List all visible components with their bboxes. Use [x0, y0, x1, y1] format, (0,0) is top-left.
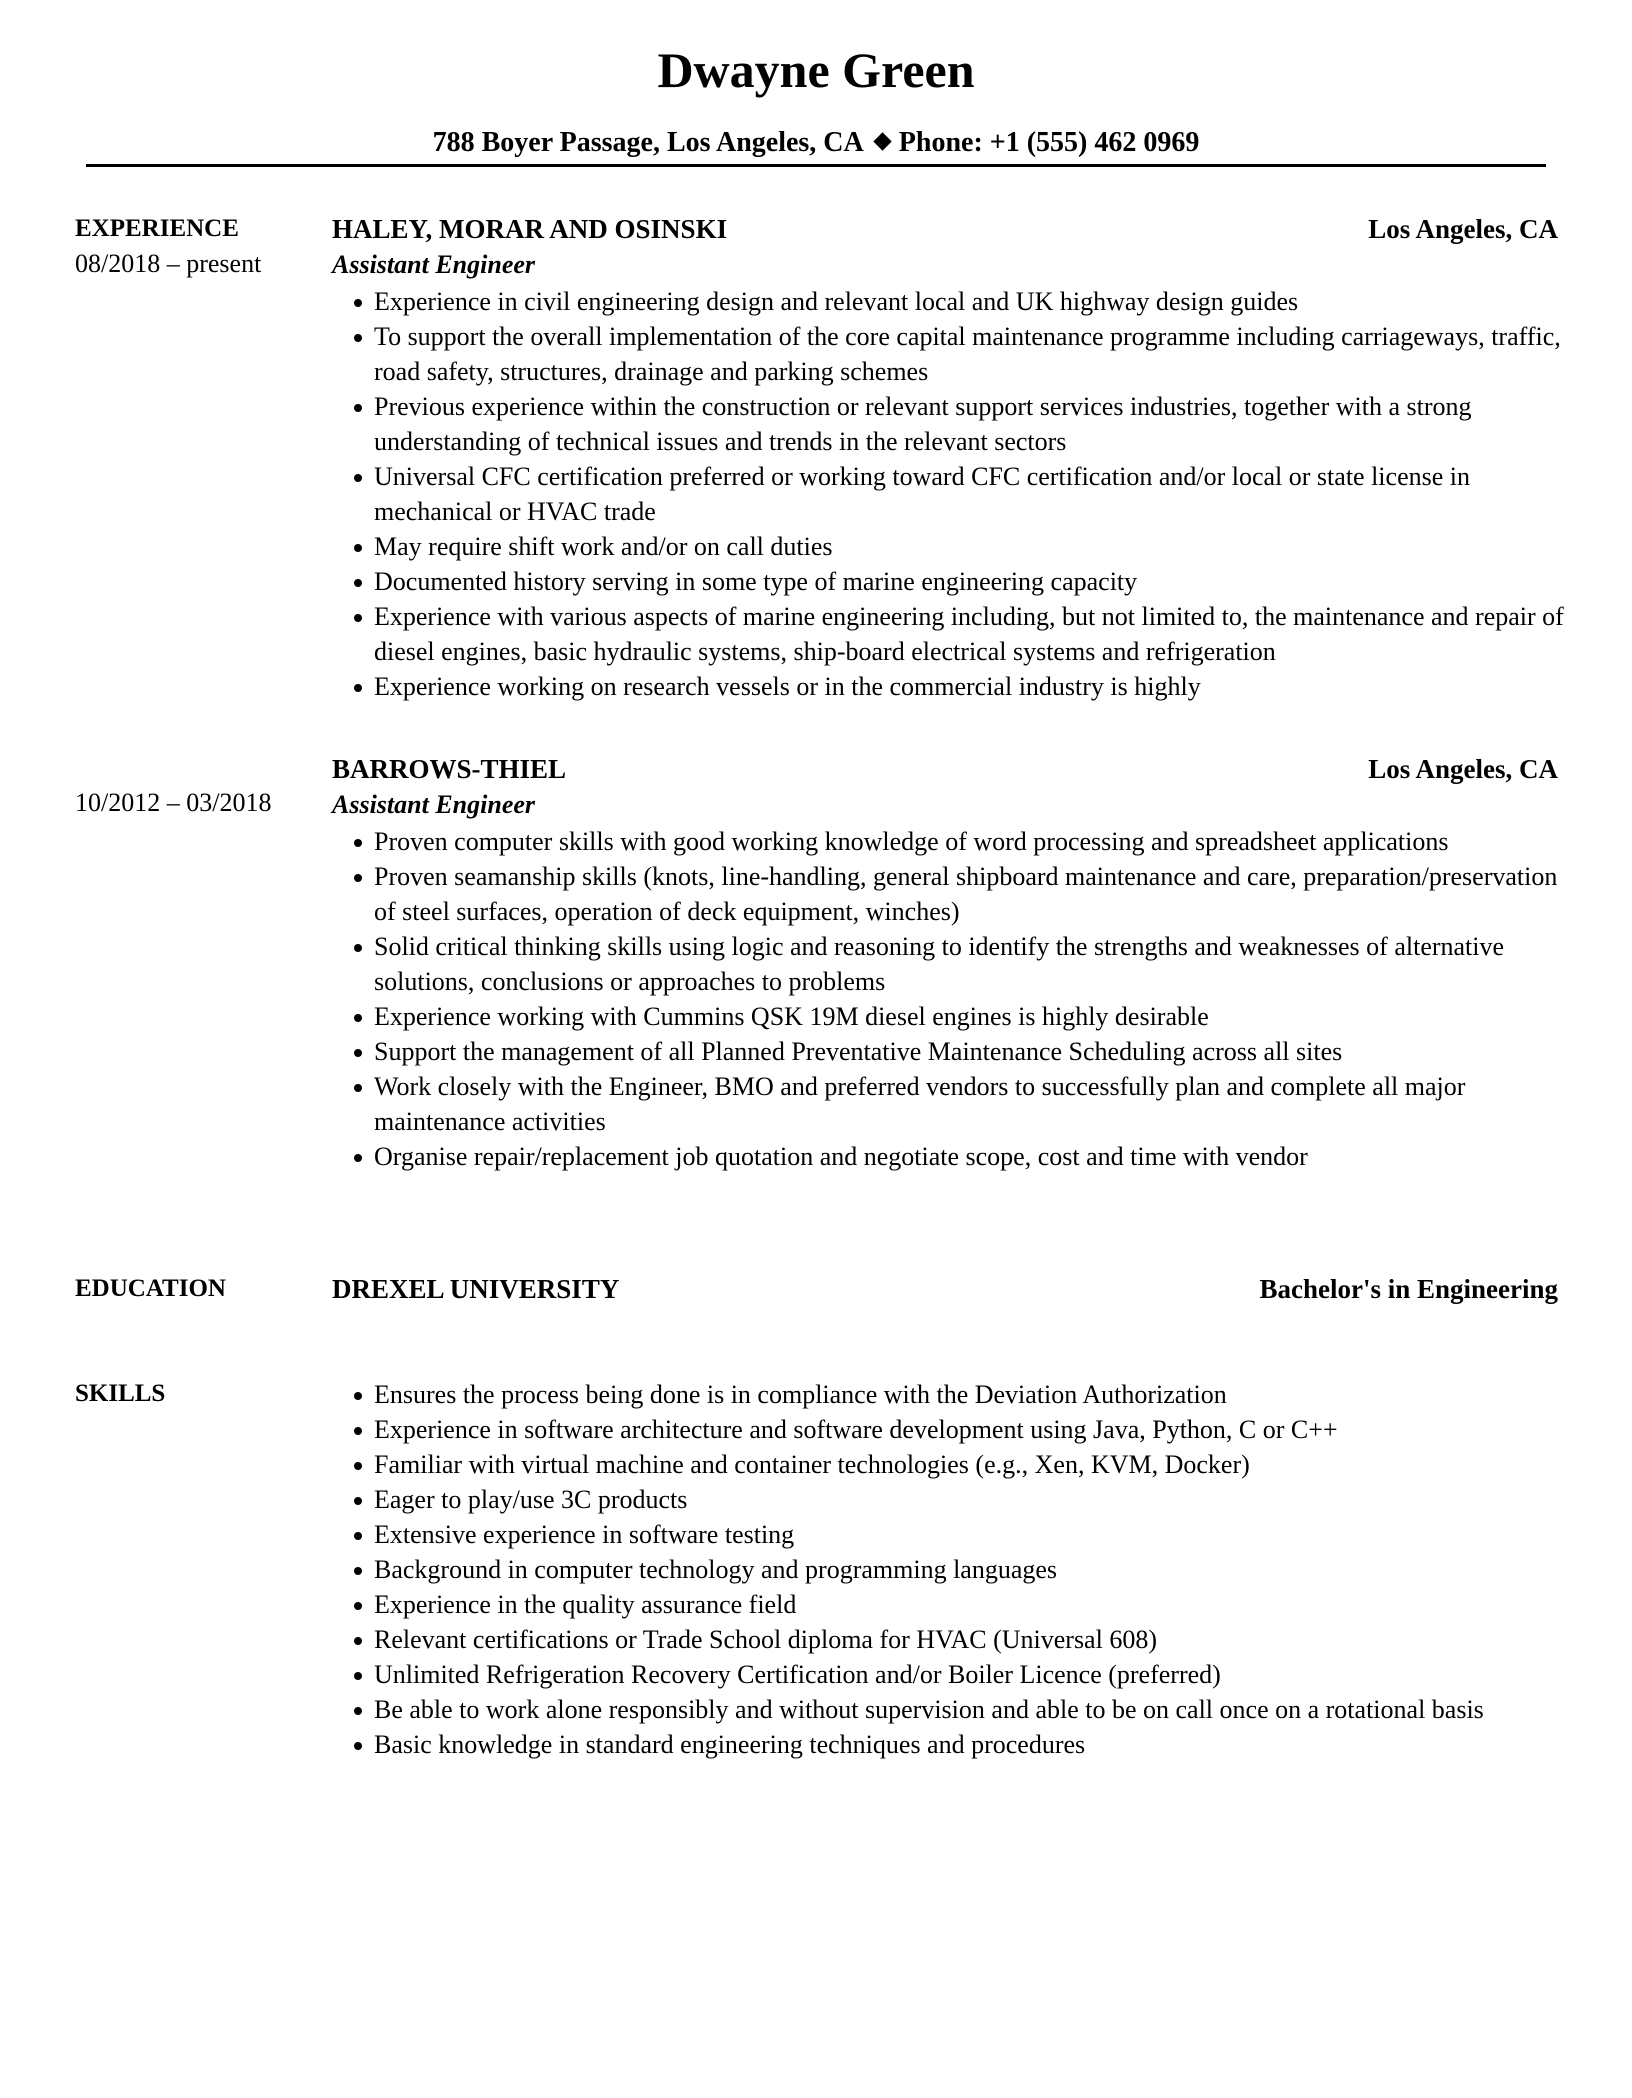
list-item: Organise repair/replacement job quotation and negotiate scope, cost and time with vendor — [374, 1139, 1564, 1174]
header-divider — [86, 164, 1546, 167]
list-item: Experience working on research vessels or in the commercial industry is highly — [374, 669, 1564, 704]
bullet-icon — [354, 404, 362, 412]
list-item: Ensures the process being done is in compliance with the Deviation Authorization — [374, 1377, 1564, 1412]
bullet-icon — [354, 579, 362, 587]
job-1-company: HALEY, MORAR AND OSINSKI — [332, 214, 728, 244]
skills-list — [374, 1377, 1564, 1762]
bullet-icon — [354, 944, 362, 952]
list-item: May require shift work and/or on call duties — [374, 529, 1564, 564]
list-item: Relevant certifications or Trade School diploma for HVAC (Universal 608) — [374, 1622, 1564, 1657]
list-item: Experience in the quality assurance field — [374, 1587, 1564, 1622]
list-item: Be able to work alone responsibly and without supervision and able to be on call once on a rotational basis — [374, 1692, 1564, 1727]
list-item: Documented history serving in some type of marine engineering capacity — [374, 564, 1564, 599]
contact-line — [0, 126, 1632, 160]
job-2-title: Assistant Engineer — [332, 790, 536, 819]
bullet-icon — [354, 544, 362, 552]
list-item: Familiar with virtual machine and container technologies (e.g., Xen, KVM, Docker) — [374, 1447, 1564, 1482]
bullet-icon — [354, 1049, 362, 1057]
bullet-icon — [354, 1742, 362, 1750]
bullet-icon — [354, 684, 362, 692]
bullet-icon — [354, 1497, 362, 1505]
job-2-company: BARROWS-THIEL — [332, 754, 567, 784]
bullet-icon — [354, 1427, 362, 1435]
section-label-experience: EXPERIENCE — [75, 215, 239, 242]
list-item: Proven seamanship skills (knots, line-handling, general shipboard maintenance and care, preparation/preservation of steel surfaces, operation of deck equipment, winches) — [374, 859, 1564, 929]
list-item: Work closely with the Engineer, BMO and preferred vendors to successfully plan and complete all major maintenance activities — [374, 1069, 1564, 1139]
list-item: Support the management of all Planned Preventative Maintenance Scheduling across all sites — [374, 1034, 1564, 1069]
list-item: Basic knowledge in standard engineering techniques and procedures — [374, 1727, 1564, 1762]
list-item: Experience in civil engineering design and relevant local and UK highway design guides — [374, 284, 1564, 319]
bullet-icon — [354, 1707, 362, 1715]
bullet-icon — [354, 334, 362, 342]
list-item: Previous experience within the construction or relevant support services industries, together with a strong understanding of technical issues and trends in the relevant sectors — [374, 389, 1564, 459]
bullet-icon — [354, 1392, 362, 1400]
bullet-icon — [354, 1154, 362, 1162]
job-2-bullets — [374, 824, 1564, 1174]
list-item: Experience with various aspects of marine engineering including, but not limited to, the maintenance and repair of diesel engines, basic hydraulic systems, ship-board electrical systems and refrigeration — [374, 599, 1564, 669]
list-item: Eager to play/use 3C products — [374, 1482, 1564, 1517]
section-label-skills: SKILLS — [75, 1380, 166, 1407]
list-item: Background in computer technology and programming languages — [374, 1552, 1564, 1587]
bullet-icon — [354, 1602, 362, 1610]
bullet-icon — [354, 839, 362, 847]
section-label-education: EDUCATION — [75, 1275, 226, 1302]
bullet-icon — [354, 1672, 362, 1680]
list-item: Solid critical thinking skills using logic and reasoning to identify the strengths and weaknesses of alternative solutions, conclusions or approaches to problems — [374, 929, 1564, 999]
bullet-icon — [354, 1462, 362, 1470]
education-school: DREXEL UNIVERSITY — [332, 1274, 620, 1304]
job-1-bullets — [374, 284, 1564, 704]
list-item: Extensive experience in software testing — [374, 1517, 1564, 1552]
bullet-icon — [354, 614, 362, 622]
job-2-dates: 10/2012 – 03/2018 — [75, 788, 272, 817]
bullet-icon — [354, 1567, 362, 1575]
list-item: Experience in software architecture and software development using Java, Python, C or C++ — [374, 1412, 1564, 1447]
list-item: Experience working with Cummins QSK 19M diesel engines is highly desirable — [374, 999, 1564, 1034]
job-1-title: Assistant Engineer — [332, 250, 536, 279]
job-2-location: Los Angeles, CA — [1368, 754, 1558, 784]
list-item: To support the overall implementation of the core capital maintenance programme including carriageways, traffic, road safety, structures, drainage and parking schemes — [374, 319, 1564, 389]
address: 788 Boyer Passage, Los Angeles, CA — [432, 127, 864, 158]
list-item: Unlimited Refrigeration Recovery Certification and/or Boiler Licence (preferred) — [374, 1657, 1564, 1692]
list-item: Proven computer skills with good working knowledge of word processing and spreadsheet applications — [374, 824, 1564, 859]
bullet-icon — [354, 874, 362, 882]
bullet-icon — [354, 1532, 362, 1540]
bullet-icon — [354, 299, 362, 307]
phone: Phone: +1 (555) 462 0969 — [898, 127, 1200, 158]
bullet-icon — [354, 1084, 362, 1092]
education-degree: Bachelor's in Engineering — [1259, 1274, 1558, 1304]
bullet-icon — [354, 474, 362, 482]
bullet-icon — [354, 1637, 362, 1645]
job-1-dates: 08/2018 – present — [75, 249, 262, 278]
job-1-location: Los Angeles, CA — [1368, 214, 1558, 244]
bullet-icon — [354, 1014, 362, 1022]
candidate-name: Dwayne Green — [657, 42, 975, 98]
diamond-separator-icon — [873, 132, 891, 150]
list-item: Universal CFC certification preferred or working toward CFC certification and/or local or state license in mechanical or HVAC trade — [374, 459, 1564, 529]
